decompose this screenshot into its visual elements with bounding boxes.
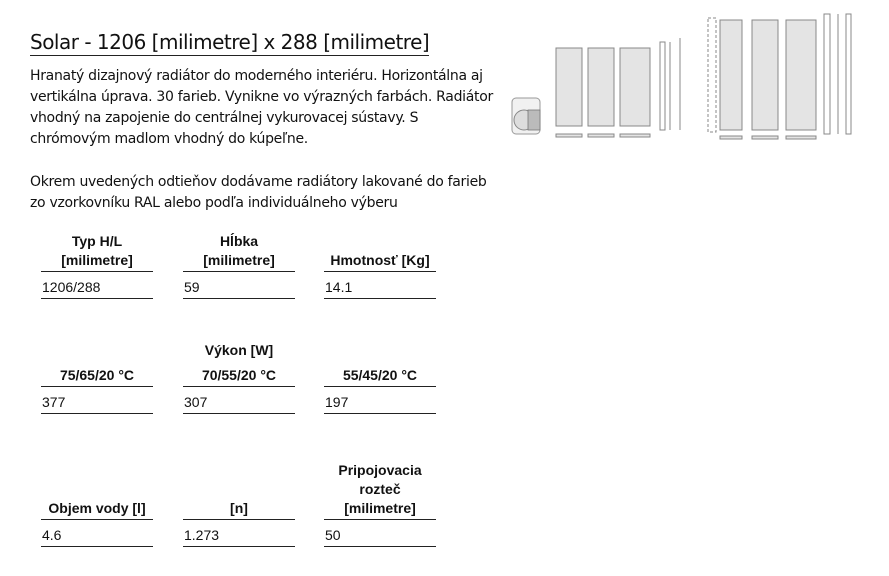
ral-color-note: Okrem uvedených odtieňov dodávame radiátory lakované do farieb zo vzorkovníku RAL alebo podľa individuálneho výberu [30, 174, 487, 211]
spec-water-volume-label: Objem vody [l] [41, 499, 153, 520]
tall-radiator-drawings [708, 14, 851, 139]
product-description: Hranatý dizajnový radiátor do moderného interiéru. Horizontálna aj vertikálna úprava. 30 farieb. Vynikne vo výrazných farbách. Radiátor vhodný na zapojenie do centrálnej vykurovacej sústavy. S chrómovým madlom vhodný do kúpeľne. [30, 68, 493, 147]
spec-output-55-value: 197 [324, 393, 436, 414]
corner-3d-icon [512, 98, 540, 134]
spec-exponent-value: 1.273 [183, 526, 295, 547]
spec-weight-value: 14.1 [324, 278, 436, 299]
spec-water-volume [41, 499, 153, 547]
spec-output-75-label: 75/65/20 °C [41, 366, 153, 387]
spec-weight [324, 251, 436, 299]
spec-water-volume-value: 4.6 [41, 526, 153, 547]
spec-weight-label: Hmotnosť [Kg] [324, 251, 436, 272]
spec-type [41, 232, 153, 299]
spec-depth-label: Hĺbka [milimetre] [183, 232, 295, 272]
spec-type-label: Typ H/L [milimetre] [41, 232, 153, 272]
spec-exponent-label: [n] [183, 499, 295, 520]
spec-exponent [183, 499, 295, 547]
spec-connection-spacing-label: Pripojovacia rozteč [milimetre] [324, 461, 436, 520]
spec-output-55 [324, 366, 436, 414]
output-group-title: Výkon [W] [204, 342, 274, 358]
spec-connection-spacing [324, 461, 436, 547]
spec-output-75 [41, 366, 153, 414]
spec-depth [183, 232, 295, 299]
spec-depth-value: 59 [183, 278, 295, 299]
technical-drawings-image [508, 10, 868, 150]
short-radiator-drawings [556, 38, 680, 137]
spec-output-70-label: 70/55/20 °C [183, 366, 295, 387]
spec-type-value: 1206/288 [41, 278, 153, 299]
product-title: Solar - 1206 [milimetre] x 288 [milimetre] [30, 30, 430, 54]
spec-connection-spacing-value: 50 [324, 526, 436, 547]
spec-output-70-value: 307 [183, 393, 295, 414]
spec-output-70 [183, 366, 295, 414]
spec-output-75-value: 377 [41, 393, 153, 414]
spec-output-55-label: 55/45/20 °C [324, 366, 436, 387]
